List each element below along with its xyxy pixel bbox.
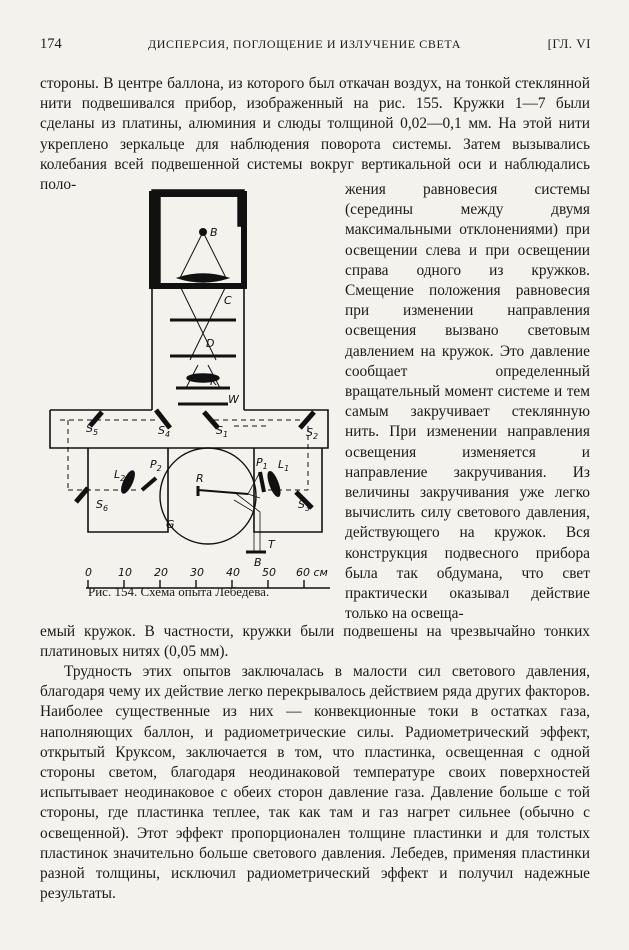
label-B-bottom: B	[254, 556, 262, 569]
scale-tick-label: 40	[226, 566, 240, 579]
label-S5: $S_5$	[86, 422, 99, 437]
chapter-number: [ГЛ. VI	[547, 36, 591, 51]
label-L1: $L_1$	[278, 458, 290, 473]
scale-tick-label: 0	[85, 566, 92, 579]
figure-caption: Рис. 154. Схема опыта Лебедева.	[88, 584, 270, 599]
paragraph-1: стороны. В центре баллона, из которого был откачан воздух, на тонкой стеклянной нити подвешивался прибор, изображенный на рис. 155. Кружки 1—7 были сделаны из платины, алюминия и слюды толщиной 0,02—0,1 мм. На этой нити укреплено зеркальце для наблюдения поворота системы. Затем вызывались колебания всей подвешенной системы вокруг вертикальной оси и наблюдались поло-	[40, 75, 590, 194]
label-P1: $P_1$	[256, 456, 268, 471]
page-header	[40, 36, 591, 58]
upper-housing	[152, 190, 244, 288]
scale-tick-label: 60 см	[296, 566, 328, 579]
label-S6: $S_6$	[96, 498, 109, 513]
label-S3: $S_3$	[298, 498, 311, 513]
label-T: T	[268, 538, 275, 551]
label-B: B	[210, 226, 218, 239]
label-S4: $S_4$	[158, 424, 171, 439]
label-S2: $S_2$	[306, 426, 319, 441]
page-number: 174	[40, 36, 62, 52]
running-title: ДИСПЕРСИЯ, ПОГЛОЩЕНИЕ И ИЗЛУЧЕНИЕ СВЕТА	[148, 37, 461, 51]
paragraph-2: емый кружок. В частности, кружки были подвешены на чрезвычайно тонких платиновых нитях (0,05 мм).	[40, 623, 590, 661]
paragraph-3: Трудность этих опытов заключалась в малости сил светового давления, благодаря чему их действие легко перекрывалось действием ряда других факторов. Наиболее существенные из них — конвекционные токи в остатках газа, наполняющих баллон, и радиометрические силы. Радиометрический эффект, открытый Круксом, заключается в том, что пластинка, освещенная с одной стороны светом, благодаря неодинаковой температуре своих поверхностей испытывает неодинаковое с обеих сторон давление газа. Давление больше с той стороны, где пластинка теплее, так как там и газ нагрет сильнее (обычно с освещенной). Этот эффект пропорционален толщине пластинки и для толстых пластинок значительно больше светового давления. Лебедев, применяя пластинки разной толщины, исключил радиометрический эффект и получил надежные результаты.	[40, 663, 590, 903]
scale-tick-label: 10	[118, 566, 132, 579]
label-D: D	[206, 337, 215, 350]
label-L2: $L_2$	[114, 468, 126, 483]
label-K: K	[210, 375, 218, 388]
label-W: W	[228, 393, 239, 406]
label-C: C	[224, 294, 232, 307]
wrapped-text: жения равновесия системы (середины между двумя максимальными отклонениями) при освещении слева и при освещении справа одного из кружков. Смещение положения равновесия при изменении направления освещения вызвано световым давлением на кружок. Это давление сообщает определенный вращательный момент системе и тем самым закручивает стеклянную нить. При изменении направления освещения изменяется и направление закручивания. Из величины закручивания уже легко вычислить силу светового давления, действующего на кружок. Вся конструкция подвесного прибора была так обдумана, что свет практически оказывал действие только на освеща-	[345, 181, 590, 623]
scale-tick-label: 50	[262, 566, 276, 579]
label-G: G	[166, 518, 175, 531]
scale-tick-label: 20	[154, 566, 168, 579]
scale-tick-label: 30	[190, 566, 204, 579]
label-S1: $S_1$	[216, 424, 229, 439]
label-P2: $P_2$	[150, 458, 162, 473]
label-R: R	[196, 472, 204, 485]
lebedev-apparatus-figure	[38, 190, 340, 614]
